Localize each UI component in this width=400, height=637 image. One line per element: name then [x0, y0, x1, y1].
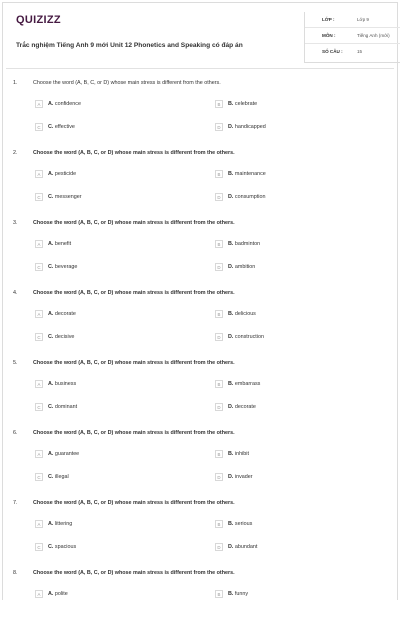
question-number: 2.: [13, 150, 18, 156]
option-letter-box: A: [35, 380, 43, 388]
option-key: B.: [228, 311, 234, 317]
option-word: consumption: [234, 194, 266, 200]
option-letter-box: B: [215, 380, 223, 388]
answer-option-a[interactable]: [35, 519, 72, 529]
option-label: [228, 334, 264, 340]
question-item: [0, 427, 400, 497]
answer-option-c[interactable]: [35, 472, 69, 482]
answer-option-a[interactable]: [35, 379, 76, 389]
option-word: badminton: [234, 241, 261, 247]
option-key: B.: [228, 171, 234, 177]
option-label: [48, 591, 68, 597]
option-letter-box: C: [35, 333, 43, 341]
info-value: Lớp 9: [357, 17, 369, 22]
option-word: business: [54, 381, 77, 387]
option-label: [48, 124, 75, 130]
question-text: Choose the word (A, B, C, or D) whose main stress is different from the others.: [33, 290, 235, 296]
option-letter-box: D: [215, 543, 223, 551]
option-key: A.: [48, 101, 54, 107]
option-label: [228, 474, 253, 480]
option-letter-box: C: [35, 263, 43, 271]
option-label: [48, 101, 81, 107]
option-word: benefit: [54, 241, 72, 247]
option-label: [228, 241, 260, 247]
question-text: Choose the word (A, B, C, or D) whose main stress is different from the others.: [33, 430, 235, 436]
question-item: [0, 497, 400, 567]
option-label: [48, 381, 76, 387]
option-label: [48, 241, 71, 247]
info-value: 15: [357, 49, 363, 54]
option-label: [228, 101, 257, 107]
option-word: messenger: [54, 194, 82, 200]
question-item: [0, 357, 400, 427]
option-word: dominant: [54, 404, 78, 410]
option-word: littering: [54, 521, 73, 527]
question-item: [0, 567, 400, 637]
option-letter-box: A: [35, 100, 43, 108]
question-number: 5.: [13, 360, 18, 366]
option-letter-box: D: [215, 403, 223, 411]
option-label: [48, 334, 74, 340]
option-key: C.: [48, 404, 54, 410]
option-word: delicious: [234, 311, 256, 317]
question-text: Choose the word (A, B, C, or D) whose main stress is different from the others.: [33, 220, 235, 226]
option-word: abundant: [234, 544, 258, 550]
option-letter-box: B: [215, 240, 223, 248]
option-key: B.: [228, 591, 234, 597]
option-letter-box: C: [35, 123, 43, 131]
option-word: decisive: [54, 334, 75, 340]
option-letter-box: A: [35, 310, 43, 318]
info-row-class: [305, 12, 400, 28]
info-label: SỐ CÂU :: [322, 49, 343, 54]
option-word: pesticide: [54, 171, 77, 177]
option-key: D.: [228, 474, 234, 480]
answer-option-d[interactable]: [215, 542, 257, 552]
option-label: [228, 194, 265, 200]
option-key: C.: [48, 544, 54, 550]
question-item: [0, 147, 400, 217]
option-word: decorate: [54, 311, 76, 317]
option-letter-box: D: [215, 263, 223, 271]
option-key: A.: [48, 591, 54, 597]
option-label: [48, 264, 77, 270]
option-label: [48, 451, 79, 457]
quizizz-logo: QUIZIZZ: [16, 14, 61, 26]
question-number: 6.: [13, 430, 18, 436]
answer-option-d[interactable]: [215, 472, 253, 482]
answer-option-b[interactable]: [215, 239, 260, 249]
info-label: LỚP :: [322, 17, 335, 22]
info-row-count: [305, 44, 400, 59]
question-number: 7.: [13, 500, 18, 506]
option-label: [228, 544, 257, 550]
option-letter-box: A: [35, 240, 43, 248]
option-label: [228, 171, 266, 177]
option-key: A.: [48, 171, 54, 177]
option-label: [48, 311, 76, 317]
answer-option-c[interactable]: [35, 192, 82, 202]
option-key: C.: [48, 124, 54, 130]
question-number: 4.: [13, 290, 18, 296]
option-label: [48, 404, 77, 410]
answer-option-a[interactable]: [35, 99, 81, 109]
answer-option-c[interactable]: [35, 262, 77, 272]
answer-option-c[interactable]: [35, 122, 75, 132]
answer-option-b[interactable]: [215, 449, 249, 459]
option-label: [228, 124, 266, 130]
option-key: B.: [228, 521, 234, 527]
question-item: [0, 287, 400, 357]
option-word: funny: [234, 591, 249, 597]
info-value: Tiếng Anh (mới): [357, 33, 390, 38]
option-label: [228, 521, 252, 527]
question-list: [0, 77, 400, 637]
option-letter-box: B: [215, 450, 223, 458]
option-key: C.: [48, 194, 54, 200]
option-key: D.: [228, 264, 234, 270]
option-word: ambition: [234, 264, 256, 270]
option-letter-box: D: [215, 473, 223, 481]
header-divider: [6, 68, 394, 69]
option-key: B.: [228, 381, 234, 387]
answer-option-d[interactable]: [215, 332, 264, 342]
option-letter-box: A: [35, 170, 43, 178]
option-key: A.: [48, 311, 54, 317]
answer-option-b[interactable]: [215, 99, 257, 109]
answer-option-c[interactable]: [35, 402, 77, 412]
answer-option-b[interactable]: [215, 589, 248, 599]
answer-option-d[interactable]: [215, 262, 255, 272]
option-letter-box: A: [35, 590, 43, 598]
answer-option-c[interactable]: [35, 332, 74, 342]
answer-option-d[interactable]: [215, 192, 265, 202]
question-number: 1.: [13, 80, 18, 86]
option-letter-box: B: [215, 170, 223, 178]
option-letter-box: D: [215, 333, 223, 341]
option-label: [48, 544, 76, 550]
answer-option-d[interactable]: [215, 122, 266, 132]
document-title: Trắc nghiệm Tiếng Anh 9 mới Unit 12 Phonetics and Speaking có đáp án: [16, 42, 243, 49]
option-word: embarrass: [234, 381, 261, 387]
option-word: effective: [54, 124, 75, 130]
option-word: illegal: [54, 474, 69, 480]
option-word: maintenance: [234, 171, 266, 177]
option-label: [228, 591, 248, 597]
option-label: [228, 381, 260, 387]
option-word: spacious: [54, 544, 77, 550]
option-key: A.: [48, 451, 54, 457]
option-label: [228, 451, 249, 457]
question-text: Choose the word (A, B, C, or D) whose main stress is different from the others.: [33, 500, 235, 506]
answer-option-c[interactable]: [35, 542, 76, 552]
answer-option-a[interactable]: [35, 449, 79, 459]
option-letter-box: B: [215, 100, 223, 108]
option-letter-box: D: [215, 193, 223, 201]
option-key: C.: [48, 264, 54, 270]
option-word: guarantee: [54, 451, 80, 457]
option-word: inhibit: [234, 451, 249, 457]
question-text: Choose the word (A, B, C, or D) whose main stress is different from the others.: [33, 570, 235, 576]
option-label: [48, 194, 82, 200]
option-key: C.: [48, 334, 54, 340]
option-key: B.: [228, 451, 234, 457]
question-text: Choose the word (A, B, C, or D) whose main stress is different from the others.: [33, 80, 221, 86]
answer-option-a[interactable]: [35, 169, 76, 179]
option-word: serious: [234, 521, 253, 527]
option-key: D.: [228, 334, 234, 340]
option-word: invader: [234, 474, 253, 480]
option-label: [48, 521, 72, 527]
option-key: A.: [48, 521, 54, 527]
answer-option-b[interactable]: [215, 379, 260, 389]
answer-option-a[interactable]: [35, 589, 68, 599]
question-number: 3.: [13, 220, 18, 226]
option-key: A.: [48, 381, 54, 387]
option-label: [48, 474, 69, 480]
answer-option-d[interactable]: [215, 402, 256, 412]
option-letter-box: C: [35, 473, 43, 481]
info-label: MÔN :: [322, 33, 336, 38]
question-item: [0, 77, 400, 147]
option-label: [228, 311, 256, 317]
option-key: B.: [228, 241, 234, 247]
answer-option-b[interactable]: [215, 309, 256, 319]
info-box: [304, 12, 400, 63]
option-letter-box: B: [215, 310, 223, 318]
option-word: polite: [54, 591, 68, 597]
option-key: D.: [228, 544, 234, 550]
option-letter-box: C: [35, 403, 43, 411]
option-word: confidence: [54, 101, 81, 107]
option-label: [48, 171, 76, 177]
option-letter-box: D: [215, 123, 223, 131]
document-header: [16, 10, 388, 70]
question-text: Choose the word (A, B, C, or D) whose main stress is different from the others.: [33, 360, 235, 366]
option-key: C.: [48, 474, 54, 480]
option-label: [228, 404, 256, 410]
question-number: 8.: [13, 570, 18, 576]
question-text: Choose the word (A, B, C, or D) whose main stress is different from the others.: [33, 150, 235, 156]
option-key: A.: [48, 241, 54, 247]
option-letter-box: A: [35, 520, 43, 528]
option-word: decorate: [234, 404, 256, 410]
answer-option-a[interactable]: [35, 239, 71, 249]
answer-option-b[interactable]: [215, 519, 252, 529]
option-letter-box: B: [215, 590, 223, 598]
info-row-subject: [305, 28, 400, 44]
option-letter-box: B: [215, 520, 223, 528]
option-word: celebrate: [234, 101, 258, 107]
option-key: D.: [228, 194, 234, 200]
option-word: beverage: [54, 264, 78, 270]
option-key: B.: [228, 101, 234, 107]
option-letter-box: C: [35, 193, 43, 201]
option-letter-box: A: [35, 450, 43, 458]
option-label: [228, 264, 255, 270]
answer-option-b[interactable]: [215, 169, 266, 179]
option-key: D.: [228, 124, 234, 130]
option-key: D.: [228, 404, 234, 410]
question-item: [0, 217, 400, 287]
option-word: construction: [234, 334, 264, 340]
option-word: handicapped: [234, 124, 266, 130]
answer-option-a[interactable]: [35, 309, 76, 319]
option-letter-box: C: [35, 543, 43, 551]
